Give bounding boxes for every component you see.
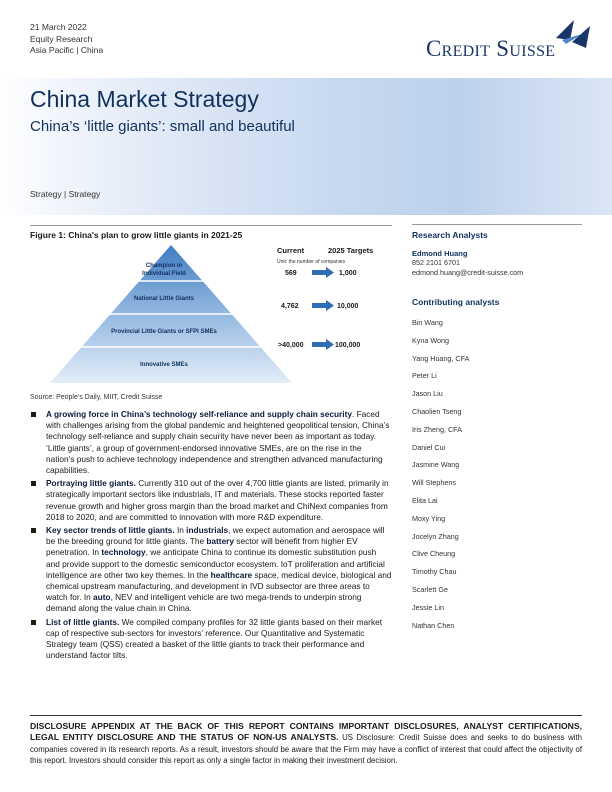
bullet-item bbox=[30, 617, 392, 662]
bullet-lead: List of little giants. bbox=[46, 616, 120, 627]
lead-analyst-phone: 852 2101 6701 bbox=[412, 258, 460, 267]
disclosure-block bbox=[30, 721, 582, 766]
tier-1-current: 569 bbox=[285, 270, 297, 277]
tier-2-target: 10,000 bbox=[337, 303, 359, 310]
keyword: auto bbox=[93, 592, 111, 603]
bullet-square-icon bbox=[31, 528, 36, 533]
contributor-name: Yang Huang, CFA bbox=[412, 353, 470, 363]
contributor-name: Will Stephens bbox=[412, 478, 456, 488]
report-meta bbox=[30, 22, 103, 57]
lead-analyst-email[interactable]: edmond.huang@credit-suisse.com bbox=[412, 268, 524, 277]
bullet-text: Currently 310 out of the over 4,700 little giants are listed, primarily in strategically important sectors like industrials, IT and materials. These stocks reported faster revenue growth and higher gross margin than the broad market and ChiNext companies from 2018 to 2020, and are committed to innovation with more R&D expenditure. bbox=[46, 478, 389, 522]
bullet-text: , NEV and intelligent vehicle are two mega-trends to underpin strong demand along the value chain in China. bbox=[46, 592, 362, 614]
bullet-item bbox=[30, 525, 392, 615]
bullet-text: , we expect automation and aerospace will be the breeding ground for little giants. The bbox=[46, 525, 385, 547]
keyword: healthcare bbox=[210, 569, 253, 580]
tier-3-label: Provincial Little Giants or SFPI SMEs bbox=[111, 329, 217, 335]
arrow-right-icon bbox=[312, 267, 334, 278]
bullet-square-icon bbox=[31, 412, 36, 417]
tier-1-label-b: Individual Field bbox=[142, 271, 186, 277]
contributor-name: Scarlett Ge bbox=[412, 585, 448, 594]
contributor-name: Jocelyn Zhang bbox=[412, 531, 459, 541]
research-analysts-heading: Research Analysts bbox=[412, 230, 488, 240]
contributor-name: Elita Lai bbox=[412, 496, 438, 505]
report-title: China Market Strategy bbox=[30, 86, 259, 112]
report-date: 21 March 2022 bbox=[30, 22, 87, 32]
report-division: Equity Research bbox=[30, 33, 93, 44]
contributor-name: Iris Zheng, CFA bbox=[412, 424, 462, 434]
bullet-lead: Key sector trends of little giants. bbox=[46, 525, 175, 536]
sails-icon bbox=[552, 20, 592, 50]
bullet-lead: A growing force in China’s technology self-reliance and supply chain security bbox=[46, 409, 352, 419]
bullet-square-icon bbox=[31, 481, 36, 486]
disclosure-text: US Disclosure: Credit Suisse does and seeks to do business with companies covered in its research reports. As a result, investors should be aware that the Firm may have a conflict of interest that could affect the objectivity of this report. Investors should consider this report as only a single factor in making their investment decision. bbox=[30, 733, 582, 765]
bullet-item bbox=[30, 478, 392, 523]
bullet-lead: Portraying little giants. bbox=[46, 478, 136, 489]
keyword: industrials bbox=[186, 525, 229, 536]
arrow-right-icon bbox=[312, 300, 334, 311]
logo-wordmark: Credit Suisse bbox=[426, 36, 556, 61]
report-category: Strategy | Strategy bbox=[30, 189, 101, 199]
tier-1-label-a: Champion in bbox=[145, 263, 183, 269]
tier-3-target: 100,000 bbox=[335, 342, 361, 349]
arrow-right-icon bbox=[312, 339, 334, 350]
col-target-header: 2025 Targets bbox=[328, 246, 374, 255]
contributor-name: Jessie Lin bbox=[412, 602, 444, 612]
bullet-text: We compiled company profiles for 32 little giants based on their market cap of respective sub-sectors for investors’ reference. Our Quantitative and Systematic Strategy team (QSS) created a basket of the little giants to track their performance and understand factor tilts. bbox=[46, 616, 383, 661]
bullet-text: . Faced with challenges arising from the global pandemic and heightened geopolitical tension, China’s technology self-reliance and supply chain security have never been as important as today. ‘Little giants’, a group of government-endorsed innovative SMEs, are on the rise in the nation’s push to achieve technology independence and strengthen advanced manufacturing capabilities. bbox=[46, 409, 390, 476]
disclosure-heading[interactable]: DISCLOSURE APPENDIX AT THE BACK OF THIS REPORT CONTAINS IMPORTANT DISCLOSURES, ANALYST CERTIFICATIONS, LEGAL ENTITY DISCLOSURE AND THE STATUS OF NON-US ANALYSTS. bbox=[30, 721, 582, 743]
bullet-text: space, medical device, biological and chemical upstream manufacturing, and development in IVD subsector are three areas to watch for. In bbox=[46, 569, 392, 603]
report-region: Asia Pacific | China bbox=[30, 45, 104, 55]
contributor-name: Kyna Wong bbox=[412, 335, 450, 345]
tier-4-label: Innovative SMEs bbox=[140, 362, 188, 368]
summary-bullets bbox=[30, 409, 392, 663]
sidebar-rule bbox=[412, 224, 582, 225]
col-current-header: Current bbox=[277, 246, 305, 255]
contributor-name: Jason Liu bbox=[412, 389, 443, 399]
figure-top-rule bbox=[30, 225, 392, 226]
figure-source: Source: People's Daily, MIIT, Credit Suisse bbox=[30, 394, 163, 401]
contributing-heading: Contributing analysts bbox=[412, 297, 500, 307]
unit-note: Unit: the number of companies bbox=[277, 259, 346, 265]
tier-1-target: 1,000 bbox=[339, 270, 357, 277]
tier-2-label: National Little Giants bbox=[133, 296, 195, 302]
contributor-name: Nathan Chen bbox=[412, 620, 455, 630]
bullet-square-icon bbox=[31, 620, 36, 625]
contributor-name: Moxy Ying bbox=[412, 513, 446, 523]
contributor-name: Jasmine Wang bbox=[412, 460, 460, 470]
tier-2-current: 4,762 bbox=[281, 303, 299, 310]
contributor-name: Bin Wang bbox=[412, 318, 443, 327]
lead-analyst-name: Edmond Huang bbox=[412, 249, 468, 258]
bullet-text: sector will benefit from higher EV penetration. In bbox=[46, 536, 358, 558]
little-giants-pyramid bbox=[30, 242, 392, 386]
disclosure-rule bbox=[30, 715, 582, 716]
contributor-name: Daniel Cui bbox=[412, 442, 446, 452]
bullet-text: , we anticipate China to continue its domestic substitution push and provide support to the domestic semiconductor ecosystem. IoT proliferation and artificial intelligence are other two key themes. In the bbox=[46, 547, 385, 580]
lead-analyst-block bbox=[412, 249, 523, 278]
credit-suisse-logo bbox=[426, 20, 592, 66]
keyword: technology bbox=[101, 547, 146, 558]
contributor-name: Peter Li bbox=[412, 371, 437, 381]
bullet-item bbox=[30, 409, 392, 476]
keyword: battery bbox=[206, 536, 235, 547]
tier-3-current: >40,000 bbox=[278, 342, 304, 349]
bullet-text: In bbox=[174, 525, 187, 536]
contributor-name: Timothy Chau bbox=[412, 567, 457, 577]
figure-title: Figure 1: China's plan to grow little giants in 2021-25 bbox=[30, 230, 243, 240]
contributor-name: Chaolien Tseng bbox=[412, 407, 462, 416]
report-subtitle: China’s ‘little giants’: small and beautiful bbox=[30, 118, 295, 135]
contributor-name: Clive Cheung bbox=[412, 549, 456, 559]
